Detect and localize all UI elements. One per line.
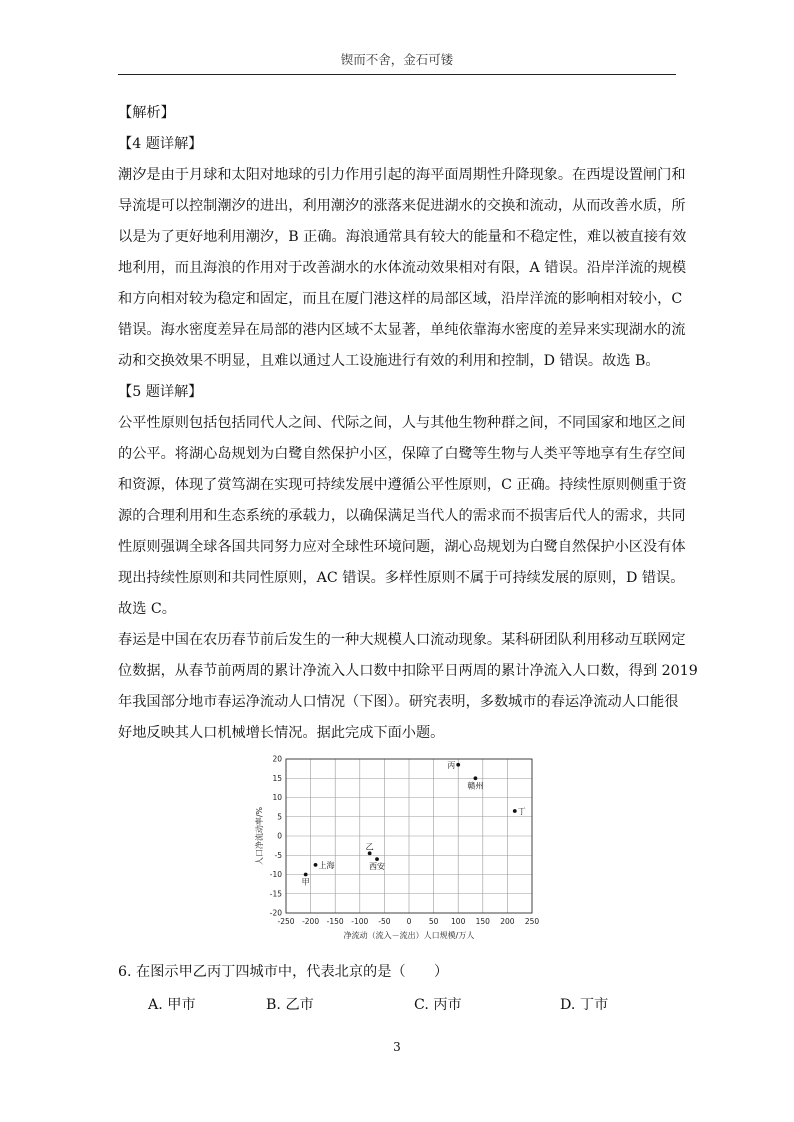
data-point-label: 赣州 (467, 781, 484, 791)
q4-line: 错误。海水密度差异在局部的港内区域不太显著，单纯依靠海水密度的差异来实现湖水的流 (118, 322, 686, 338)
q5-line: 源的合理利用和生态系统的承载力，以确保满足当代人的需求而不损害后代人的需求，共同 (118, 508, 686, 524)
q4-heading: 【4 题详解】 (118, 136, 203, 152)
chart-container (118, 751, 678, 951)
y-tick-label: 20 (272, 754, 282, 764)
y-tick-label: 5 (277, 812, 282, 822)
x-tick-label: 250 (524, 917, 540, 926)
page-number: 3 (393, 1040, 401, 1054)
x-axis-label: 净流动（流入－流出）人口规模/万人 (343, 931, 475, 940)
q4-line: 地利用，而且海浪的作用对于改善湖水的水体流动效果相对有限，A 错误。沿岸洋流的规模 (118, 260, 687, 276)
data-point-label: 上海 (318, 860, 335, 870)
data-point (304, 873, 308, 877)
data-point (368, 851, 372, 855)
data-point (474, 776, 478, 780)
data-point-label: 乙 (365, 842, 374, 852)
option-a[interactable]: A. 甲市 (148, 997, 196, 1013)
q5-line: 现出持续性原则和共同性原则，AC 错误。多样性原则不属于可持续发展的原则，D 错误。 (118, 570, 685, 586)
data-point (513, 809, 517, 813)
data-point-label: 丁 (517, 806, 526, 816)
x-tick-label: -250 (277, 917, 295, 926)
q5-line: 公平性原则包括包括同代人之间、代际之间，人与其他生物种群之间，不同国家和地区之间 (118, 415, 686, 431)
q4-line: 潮汐是由于月球和太阳对地球的引力作用引起的海平面周期性升降现象。在西堤设置闸门和 (118, 167, 686, 183)
y-tick-label: -15 (269, 889, 282, 899)
x-tick-label: -200 (302, 917, 320, 926)
x-tick-label: 150 (475, 917, 490, 926)
option-b[interactable]: B. 乙市 (266, 997, 314, 1013)
y-axis-label: 人口净流动率/% (255, 806, 264, 866)
question-6: 6. 在图示甲乙丙丁四城市中，代表北京的是（ ） (118, 964, 449, 980)
option-d[interactable]: D. 丁市 (560, 997, 609, 1013)
y-tick-label: -5 (274, 850, 282, 860)
x-tick-label: -150 (326, 917, 344, 926)
answer-options (118, 994, 678, 1028)
data-point-label: 西安 (369, 862, 386, 872)
data-point-label: 甲 (301, 877, 310, 887)
q4-explanation (118, 160, 687, 377)
y-tick-label: -10 (269, 870, 282, 880)
option-c[interactable]: C. 丙市 (414, 997, 462, 1013)
intro-line: 春运是中国在农历春节前后发生的一种大规模人口流动现象。某科研团队利用移动互联网定 (118, 632, 686, 648)
data-point (375, 857, 379, 861)
q5-line: 和资源，体现了赏笃湖在实现可持续发展中遵循公平性原则，C 正确。持续性原则侧重于资 (118, 477, 687, 493)
x-tick-label: 100 (451, 917, 466, 926)
x-tick-label: 200 (500, 917, 515, 926)
intro-line: 位数据，从春节前两周的累计净流入人口数中扣除平日两周的累计净流入人口数，得到 2019 (118, 663, 698, 679)
intro-line: 年我国部分地市春运净流动人口情况（下图）。研究表明，多数城市的春运净流动人口能很 (118, 694, 679, 710)
intro-line: 好地反映其人口机械增长情况。据此完成下面小题。 (118, 725, 445, 741)
data-point (314, 863, 318, 867)
q5-line: 故选 C。 (118, 601, 176, 617)
y-tick-label: -20 (269, 908, 282, 918)
y-tick-label: 10 (272, 793, 282, 803)
q4-line: 动和交换效果不明显，且难以通过人工设施进行有效的利用和控制，D 错误。故选 B。 (118, 353, 660, 369)
q5-line: 的公平。将湖心岛规划为白鹭自然保护小区，保障了白鹭等生物与人类平等地享有生存空间 (118, 446, 686, 462)
q5-line: 性原则强调全球各国共同努力应对全球性环境问题，湖心岛规划为白鹭自然保护小区没有体 (118, 539, 686, 555)
data-point-label: 丙 (447, 760, 456, 770)
x-tick-label: -100 (351, 917, 369, 926)
page-header (118, 50, 676, 75)
q5-explanation (118, 408, 687, 625)
y-tick-label: 15 (272, 773, 282, 783)
x-tick-label: 50 (428, 917, 439, 926)
analysis-heading: 【解析】 (118, 105, 175, 121)
q4-line: 导流堤可以控制潮汐的进出，利用潮汐的涨落来促进湖水的交换和流动，从而改善水质，所 (118, 198, 686, 214)
scatter-chart (248, 751, 548, 947)
intro-paragraph (118, 625, 698, 749)
data-point (456, 763, 460, 767)
q4-line: 以是为了更好地利用潮汐，B 正确。海浪通常具有较大的能量和不稳定性，难以被直接有效 (118, 229, 687, 245)
x-tick-label: 0 (406, 917, 412, 926)
q4-line: 和方向相对较为稳定和固定，而且在厦门港这样的局部区域，沿岸洋流的影响相对较小，C (118, 291, 683, 307)
q5-heading: 【5 题详解】 (118, 384, 203, 400)
x-tick-label: -50 (378, 917, 391, 926)
header-motto: 锲而不舍，金石可镂 (340, 52, 454, 67)
page-content (118, 98, 698, 1028)
y-tick-label: 0 (277, 831, 282, 841)
